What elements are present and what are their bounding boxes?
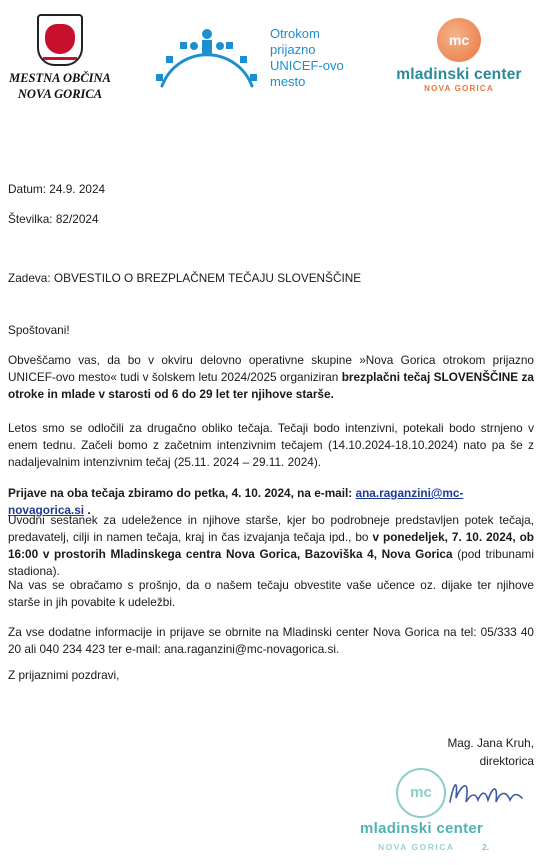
obcina-name (4, 70, 116, 102)
stamp-subtitle: NOVA GORICA (378, 842, 455, 852)
mc-subtitle: NOVA GORICA (424, 84, 494, 93)
signature-block (447, 734, 534, 770)
obcina-line1: MESTNA OBČINA (9, 71, 111, 85)
handwritten-signature (444, 772, 524, 812)
obcina-line2: NOVA GORICA (17, 87, 103, 101)
p4-end: (pod tribunami stadiona). (8, 547, 534, 578)
mladinski-center-logo (394, 18, 524, 93)
mc-name: mladinski center (396, 66, 522, 83)
zadeva: Zadeva: OBVESTILO O BREZPLAČNEM TEČAJU SLOVENŠČINE (8, 271, 362, 285)
stevilka: Številka: 82/2024 (8, 212, 99, 226)
p4-bold: v ponedeljek, 7. 10. 2024, ob 16:00 v prostorih Mladinskega centra Nova Gorica, Bazoviška 4, Nova Gorica (8, 530, 534, 561)
p1-text: Obveščamo vas, da bo v okviru delovno operativne skupine »Nova Gorica otrokom prijazno UNICEF-ovo mesto« tudi v šolskem letu 2024/2025 organiziran (8, 353, 534, 384)
stamp-number: 2. (482, 842, 490, 852)
coat-of-arms-icon (37, 14, 83, 66)
email-link[interactable]: ana.raganzini@mc-novagorica.si (8, 486, 464, 517)
datum: Datum: 24.9. 2024 (8, 182, 106, 196)
mc-badge-icon: mc (437, 18, 481, 62)
p3-bold: Prijave na oba tečaja zbiramo do petka, 4. 10. 2024, na e-mail: (8, 486, 356, 500)
paragraph-2: Letos smo se odločili za drugačno obliko tečaja. Tečaji bodo intenzivni, potekali bodo strnjeno v enem tednu. Začeli bomo z začetnim intenzivnim tečajem (14.10.2024-18.10.2024) nato pa še z nadaljevalnim intenzivnim tečaj (25.11. 2024 – 29.11. 2024). (8, 421, 534, 469)
unicef-text (270, 26, 344, 90)
p4-text: Uvodni sestanek za udeležence in njihove starše, kjer bo podrobneje predstavljen potek tečaja, predavatelj, cilji in namen tečaja, kraj in čas izvajanja tečaja ipd., bo (8, 513, 534, 544)
stamp-badge-icon: mc (396, 768, 446, 818)
paragraph-5: Na vas se obračamo s prošnjo, da o našem tečaju obvestite vaše učence oz. dijake ter njihove starše in jih povabite k udeležbi. (8, 578, 534, 609)
paragraph-4 (8, 512, 534, 580)
closing: Z prijaznimi pozdravi, (8, 668, 120, 682)
signer-name: Mag. Jana Kruh, (447, 736, 534, 750)
p1-bold: brezplačni tečaj SLOVENŠČINE za otroke in mlade v starosti od 6 do 29 let ter njihove starše. (8, 370, 534, 401)
children-gear-icon (152, 26, 262, 92)
paragraph-1 (8, 352, 534, 403)
paragraph-6: Za vse dodatne informacije in prijave se obrnite na Mladinski center Nova Gorica na tel: 05/333 40 20 ali 040 234 423 ter e-mail: ana.raganzini@mc-novagorica.si. (8, 625, 534, 656)
signer-title: direktorica (479, 754, 534, 768)
stamp-name: mladinski center (360, 820, 484, 837)
unicef-line2: prijazno (270, 42, 316, 57)
mestna-obcina-logo (4, 14, 116, 102)
greeting: Spoštovani! (8, 323, 70, 337)
unicef-logo (152, 26, 352, 96)
unicef-line3: UNICEF-ovo (270, 58, 344, 73)
stamp (358, 766, 498, 862)
unicef-line4: mesto (270, 74, 306, 89)
unicef-line1: Otrokom (270, 26, 320, 41)
p3-end: . (84, 503, 91, 517)
